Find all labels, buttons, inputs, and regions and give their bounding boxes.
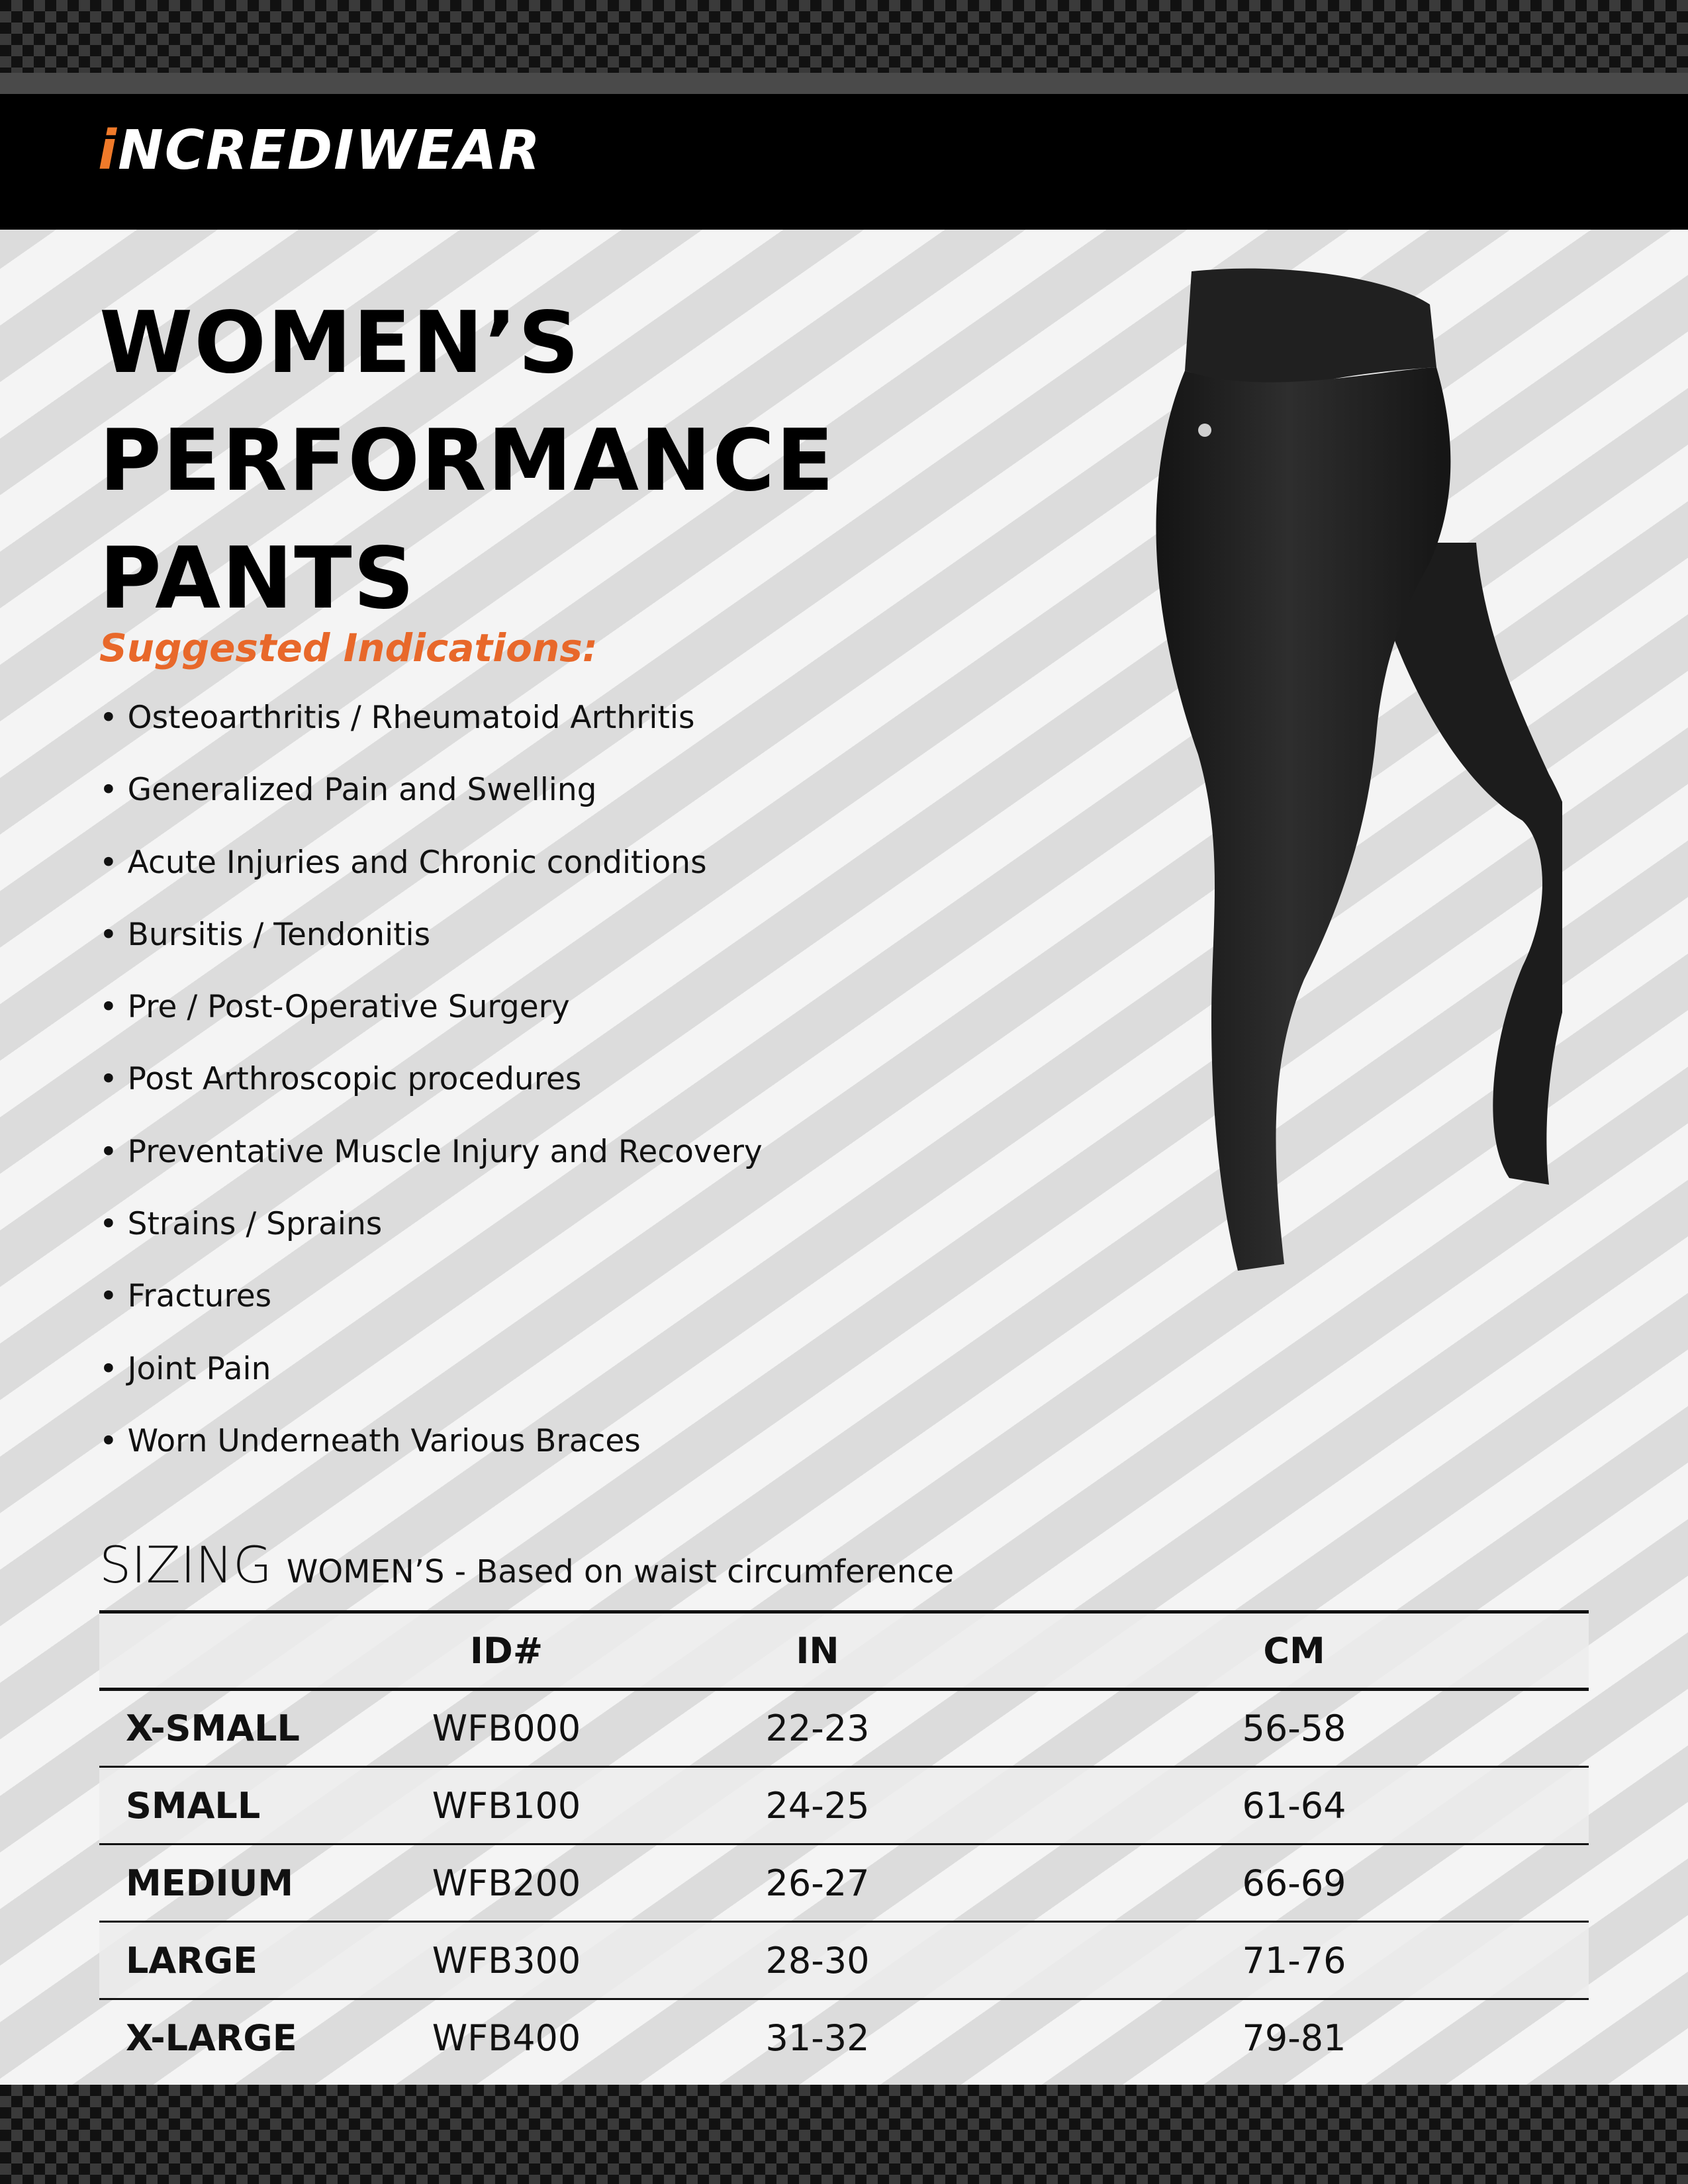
indication-item: • Strains / Sprains bbox=[99, 1201, 763, 1273]
bottom-pattern-band bbox=[0, 2085, 1688, 2184]
cm-cell: 61-64 bbox=[1242, 1784, 1346, 1827]
indication-item: • Post Arthroscopic procedures bbox=[99, 1056, 763, 1128]
pants-product-image bbox=[1086, 265, 1562, 1284]
page-title bbox=[99, 285, 835, 638]
title-line-1: WOMEN’S bbox=[99, 294, 581, 392]
cm-cell: 66-69 bbox=[1242, 1862, 1346, 1904]
indication-item: • Joint Pain bbox=[99, 1346, 763, 1418]
table-row bbox=[99, 1690, 1589, 1767]
brand-logo bbox=[98, 119, 541, 182]
indication-item: • Worn Underneath Various Braces bbox=[99, 1418, 763, 1490]
in-cell: 24-25 bbox=[765, 1784, 870, 1827]
title-line-2: PERFORMANCE bbox=[99, 412, 835, 510]
column-header-cm: CM bbox=[1263, 1629, 1325, 1672]
sizing-subtitle: WOMEN’S - Based on waist circumference bbox=[286, 1553, 955, 1590]
column-header-id: ID# bbox=[469, 1629, 543, 1672]
indications-list bbox=[99, 695, 763, 1490]
logo-i: i bbox=[98, 119, 118, 182]
pants-logo-dot bbox=[1198, 424, 1211, 437]
cm-cell: 79-81 bbox=[1242, 2017, 1346, 2060]
indication-item: • Preventative Muscle Injury and Recovery bbox=[99, 1129, 763, 1201]
indication-item: • Bursitis / Tendonitis bbox=[99, 912, 763, 984]
size-cell: LARGE bbox=[126, 1939, 258, 1981]
table-header-row bbox=[99, 1612, 1589, 1690]
in-cell: 26-27 bbox=[765, 1862, 870, 1904]
in-cell: 31-32 bbox=[765, 2017, 870, 2060]
column-header-in: IN bbox=[796, 1629, 839, 1672]
indications-heading: Suggested Indications: bbox=[99, 625, 598, 670]
top-pattern-band bbox=[0, 0, 1688, 73]
in-cell: 28-30 bbox=[765, 1939, 870, 1981]
sizing-title: SIZING bbox=[99, 1535, 272, 1594]
id-cell: WFB300 bbox=[432, 1939, 581, 1981]
cm-cell: 71-76 bbox=[1242, 1939, 1346, 1981]
table-row bbox=[99, 1767, 1589, 1844]
indication-item: • Osteoarthritis / Rheumatoid Arthritis bbox=[99, 695, 763, 767]
cm-cell: 56-58 bbox=[1242, 1707, 1346, 1749]
in-cell: 22-23 bbox=[765, 1707, 870, 1749]
size-cell: X-LARGE bbox=[126, 2017, 297, 2060]
sizing-table bbox=[99, 1610, 1589, 2077]
id-cell: WFB200 bbox=[432, 1862, 581, 1904]
top-stripe bbox=[0, 73, 1688, 94]
table-row bbox=[99, 1999, 1589, 2077]
size-cell: SMALL bbox=[126, 1784, 261, 1827]
size-cell: X-SMALL bbox=[126, 1707, 300, 1749]
sizing-heading bbox=[99, 1535, 954, 1594]
indication-item: • Generalized Pain and Swelling bbox=[99, 767, 763, 839]
title-line-3: PANTS bbox=[99, 529, 416, 628]
id-cell: WFB100 bbox=[432, 1784, 581, 1827]
indication-item: • Acute Injuries and Chronic conditions bbox=[99, 840, 763, 912]
id-cell: WFB400 bbox=[432, 2017, 581, 2060]
id-cell: WFB000 bbox=[432, 1707, 581, 1749]
table-row bbox=[99, 1922, 1589, 1999]
indication-item: • Fractures bbox=[99, 1273, 763, 1345]
column-header-size bbox=[99, 1612, 377, 1690]
logo-text: NCREDIWEAR bbox=[118, 119, 541, 182]
indication-item: • Pre / Post-Operative Surgery bbox=[99, 984, 763, 1056]
size-cell: MEDIUM bbox=[126, 1862, 294, 1904]
table-row bbox=[99, 1844, 1589, 1922]
